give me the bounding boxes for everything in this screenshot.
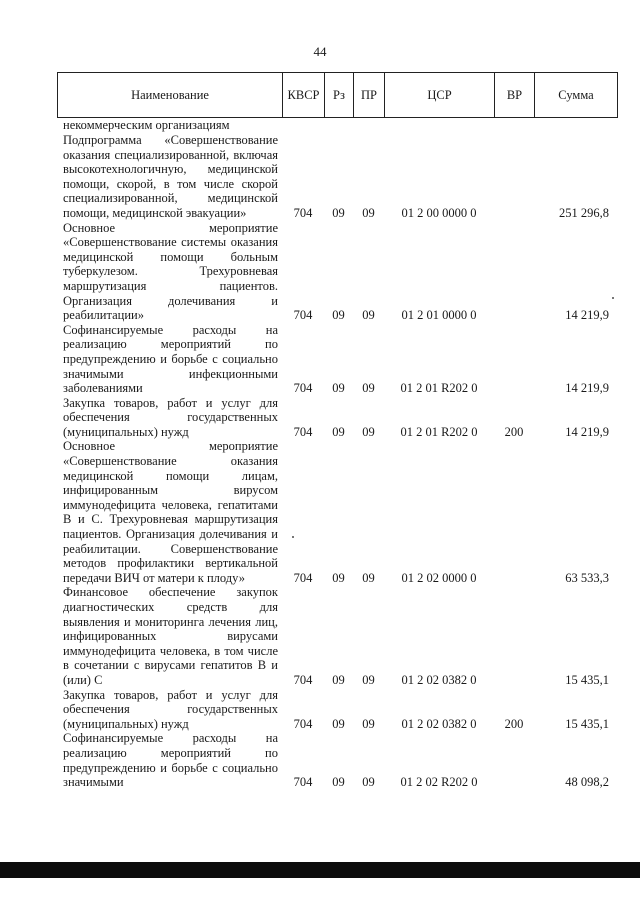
- row-vr: [494, 323, 534, 396]
- row-sum: 14 219,9: [565, 424, 609, 439]
- table-row: [57, 439, 617, 585]
- row-kvsr: 704: [293, 308, 313, 323]
- row-csr: 01 2 01 R202 0: [400, 424, 478, 439]
- row-name: Софинансируемые расходы на реализацию мероприятий по предупреждению и борьбе с социально значимыми инфекционными заболеваниями: [63, 322, 278, 396]
- scan-speck: [612, 297, 614, 299]
- row-rz: 09: [332, 308, 345, 323]
- row-pr: 09: [362, 381, 375, 396]
- row-pr: 09: [362, 775, 375, 790]
- row-rz: 09: [332, 381, 345, 396]
- table-row: [57, 396, 617, 440]
- row-kvsr: [282, 117, 324, 133]
- row-csr: 01 2 02 0000 0: [401, 570, 477, 585]
- page-number: 44: [313, 44, 327, 59]
- table-row: [57, 585, 617, 687]
- row-csr: 01 2 02 0382 0: [401, 672, 477, 687]
- row-csr: 01 2 01 R202 0: [400, 381, 478, 396]
- row-rz: 09: [332, 205, 345, 220]
- row-pr: 09: [362, 570, 375, 585]
- row-rz: [324, 117, 353, 133]
- row-pr: 09: [362, 308, 375, 323]
- row-name: Финансовое обеспечение закупок диагностических средств для выявления и мониторинга лечения лиц, инфицированных вирусами иммунодефицита человека, в том числе в сочетании с вирусами гепатитов В и (или) С: [63, 585, 278, 687]
- row-rz: 09: [332, 775, 345, 790]
- scan-edge-bar: [0, 862, 640, 878]
- row-vr: [494, 731, 534, 789]
- table-row: [57, 221, 617, 323]
- row-sum: 15 435,1: [565, 672, 609, 687]
- row-name: некоммерческим организациям: [63, 118, 230, 133]
- row-rz: 09: [332, 570, 345, 585]
- row-name: Закупка товаров, работ и услуг для обеспечения государственных (муниципальных) нужд: [63, 687, 278, 731]
- row-pr: 09: [362, 205, 375, 220]
- row-kvsr: 704: [293, 381, 313, 396]
- row-sum: [534, 117, 617, 133]
- row-csr: 01 2 02 R202 0: [400, 775, 478, 790]
- table-row: [57, 117, 617, 133]
- column-header-kvsr: КВСР: [283, 73, 325, 118]
- table-row: [57, 133, 617, 221]
- row-vr: 200: [504, 716, 524, 731]
- row-rz: 09: [332, 424, 345, 439]
- row-vr: [494, 585, 534, 687]
- column-header-vr: ВР: [495, 73, 535, 118]
- row-vr: [494, 439, 534, 585]
- row-csr: [384, 117, 494, 133]
- row-sum: 14 219,9: [565, 381, 609, 396]
- row-kvsr: 704: [293, 205, 313, 220]
- row-vr: [494, 133, 534, 221]
- row-kvsr: 704: [293, 570, 313, 585]
- row-rz: 09: [332, 716, 345, 731]
- row-sum: 14 219,9: [565, 308, 609, 323]
- row-sum: 48 098,2: [565, 775, 609, 790]
- row-kvsr: 704: [293, 716, 313, 731]
- row-rz: 09: [332, 672, 345, 687]
- table-row: [57, 688, 617, 732]
- row-name: Подпрограмма «Совершенствование оказания специализированной, включая высокотехнологичную, медицинской помощи, скорой, в том числе скорой специализированной, медицинской помощи, медицинской эвакуации»: [63, 133, 278, 220]
- scan-speck: [292, 536, 294, 538]
- budget-table: [57, 117, 617, 790]
- row-kvsr: 704: [293, 424, 313, 439]
- row-kvsr: 704: [293, 672, 313, 687]
- row-pr: [353, 117, 384, 133]
- row-csr: 01 2 01 0000 0: [401, 308, 477, 323]
- row-csr: 01 2 02 0382 0: [401, 716, 477, 731]
- column-header-csr: ЦСР: [385, 73, 495, 118]
- column-header-pr: ПР: [354, 73, 385, 118]
- row-sum: 251 296,8: [559, 205, 609, 220]
- row-vr: 200: [504, 424, 524, 439]
- row-kvsr: 704: [293, 775, 313, 790]
- row-pr: 09: [362, 672, 375, 687]
- table-header: [57, 72, 618, 118]
- row-vr: [494, 117, 534, 133]
- column-header-sum: Сумма: [535, 73, 618, 118]
- row-name: Софинансируемые расходы на реализацию мероприятий по предупреждению и борьбе с социально значимыми: [63, 731, 278, 790]
- row-csr: 01 2 00 0000 0: [401, 205, 477, 220]
- row-vr: [494, 221, 534, 323]
- column-header-name: Наименование: [58, 73, 283, 118]
- row-sum: 15 435,1: [565, 716, 609, 731]
- column-header-rz: Рз: [325, 73, 354, 118]
- row-name: Основное мероприятие «Совершенствование системы оказания медицинской помощи больным туберкулезом. Трехуровневая маршрутизация пациентов. Организация долечивания и реабилитации»: [63, 220, 278, 323]
- row-name: Закупка товаров, работ и услуг для обеспечения государственных (муниципальных) нужд: [63, 395, 278, 439]
- row-pr: 09: [362, 424, 375, 439]
- row-pr: 09: [362, 716, 375, 731]
- row-sum: 63 533,3: [565, 570, 609, 585]
- row-name: Основное мероприятие «Совершенствование оказания медицинской помощи лицам, инфицированным вирусом иммунодефицита человека, гепатитами В и С. Трехуровневая маршрутизация пациентов. Организация долечивания и реабилитации. Совершенствование методов профилактики вертикальной передачи ВИЧ от матери к плоду»: [63, 439, 278, 585]
- table-row: [57, 323, 617, 396]
- table-row: [57, 731, 617, 789]
